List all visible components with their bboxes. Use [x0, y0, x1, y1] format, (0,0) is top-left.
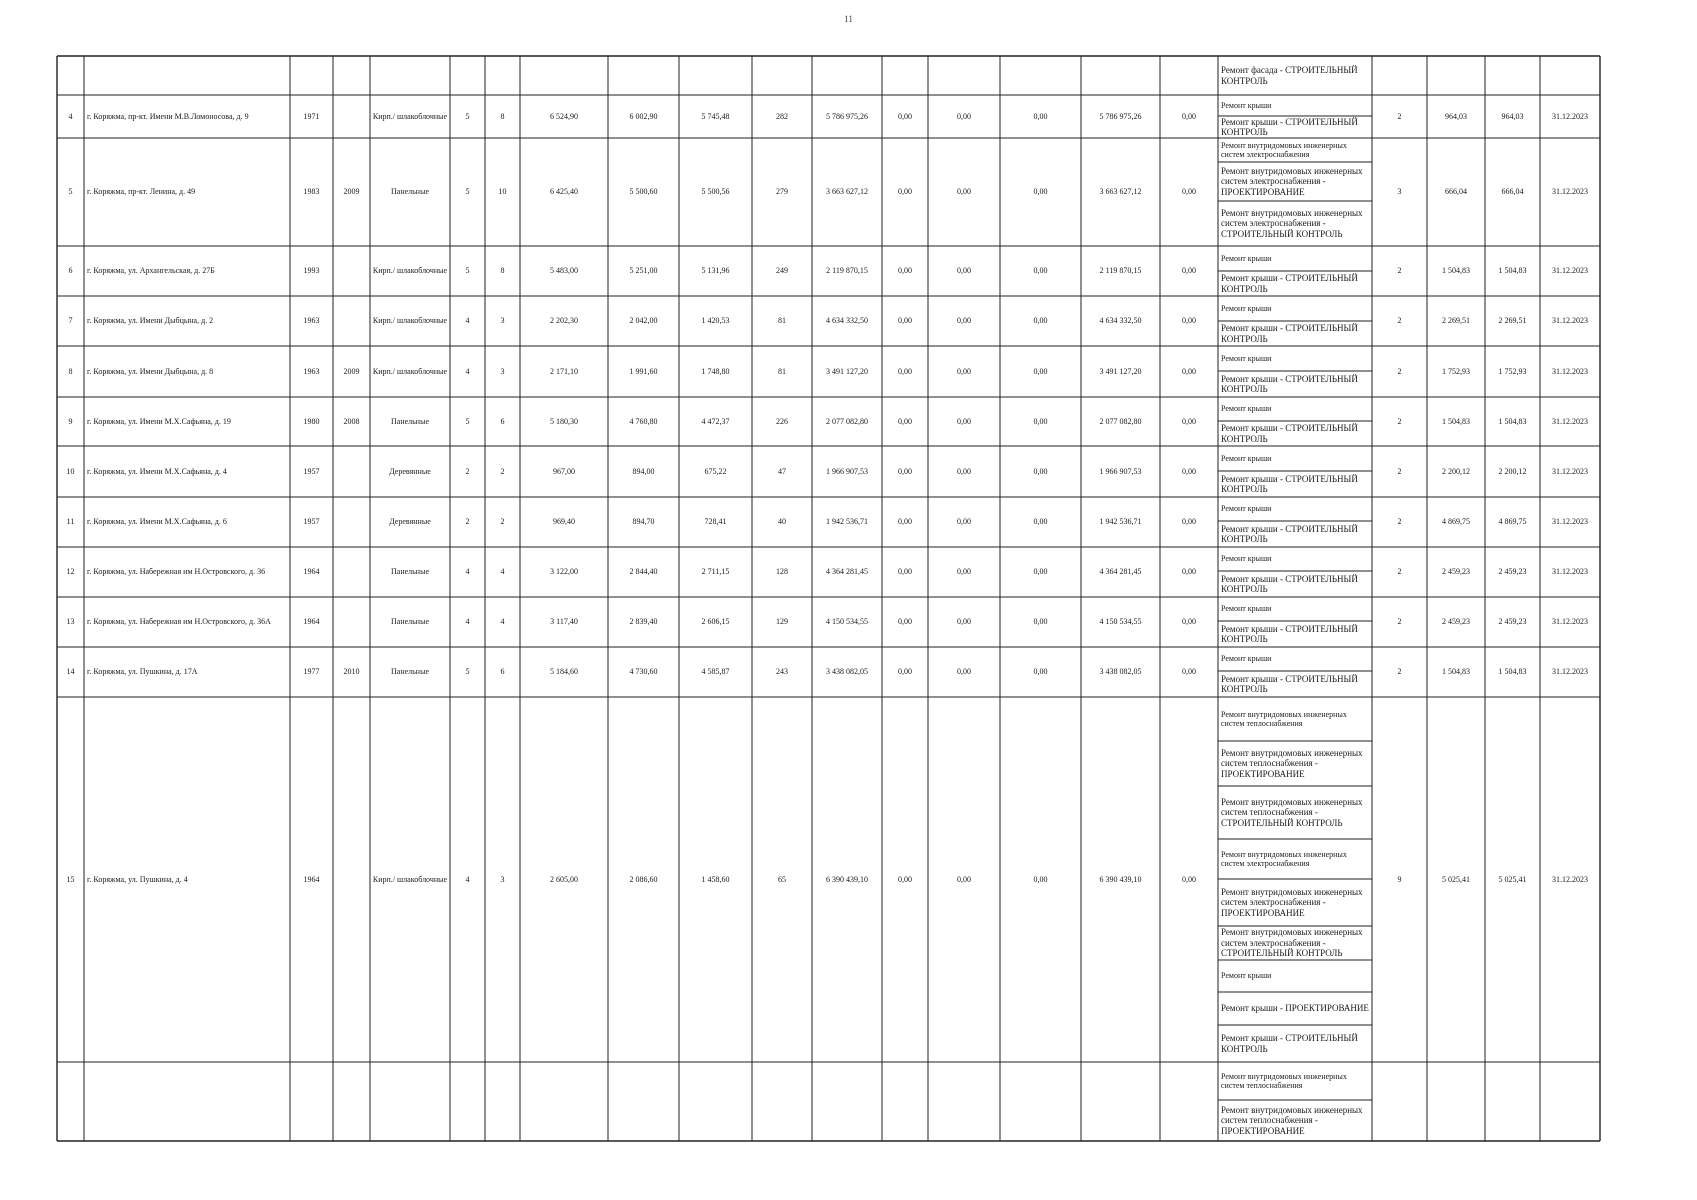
- cell-area_rooms: 5 500,60: [629, 187, 658, 197]
- cell-unit1: 666,04: [1445, 187, 1467, 197]
- cell-count: 2: [1397, 617, 1402, 627]
- cell-year_built: 1964: [303, 567, 320, 577]
- cell-c4: 0,00: [1182, 567, 1196, 577]
- cell-year_built: 1963: [303, 366, 320, 376]
- cell-area_total: 2 605,00: [550, 874, 578, 884]
- cell-c3: 0,00: [1033, 874, 1048, 884]
- cell-c1: 0,00: [898, 874, 912, 884]
- cell-cost: 2 077 082,80: [826, 416, 868, 426]
- cell-address: г. Коряжма, ул. Набережная им Н.Островского, д. 36А: [87, 617, 271, 627]
- cell-entrances: 4: [500, 617, 505, 627]
- cell-floors: 2: [465, 517, 470, 527]
- cell-c4: 0,00: [1182, 111, 1196, 121]
- cell-year_built: 1963: [303, 316, 320, 326]
- cell-area_rooms: 2 839,40: [629, 617, 658, 627]
- cell-year_repair: [333, 597, 370, 647]
- cell-unit1: 1 504,83: [1442, 416, 1470, 426]
- cell-year_built: 1983: [303, 187, 320, 197]
- cell-entrances: 3: [500, 316, 505, 326]
- cell-floors: 4: [465, 366, 470, 376]
- cell-own: 3 491 127,20: [1099, 366, 1142, 376]
- cell-residents: 47: [778, 466, 786, 476]
- cell-year_repair: [333, 547, 370, 597]
- work-item: Ремонт крыши - СТРОИТЕЛЬНЫЙ КОНТРОЛЬ: [1221, 373, 1358, 394]
- work-item: Ремонт крыши - СТРОИТЕЛЬНЫЙ КОНТРОЛЬ: [1221, 473, 1358, 494]
- cell-cost: 1 966 907,53: [826, 466, 868, 476]
- cell-count: 9: [1397, 874, 1402, 884]
- cell-c1: 0,00: [898, 316, 912, 326]
- cell-entrances: 2: [500, 466, 505, 476]
- cell-c4: 0,00: [1182, 366, 1196, 376]
- cell-own: 3 663 627,12: [1099, 187, 1142, 197]
- cell-wall: Кирп./ шлакоблочные: [372, 874, 448, 884]
- cell-c2: 0,00: [957, 111, 971, 121]
- cell-c2: 0,00: [957, 517, 971, 527]
- cell-year_repair: [333, 697, 370, 1062]
- cell-count: 2: [1397, 667, 1402, 677]
- cell-own: 4 150 534,55: [1099, 617, 1142, 627]
- cell-area_living: 1 458,60: [701, 874, 730, 884]
- cell-c3: 0,00: [1033, 266, 1048, 276]
- cell-c3: 0,00: [1033, 567, 1048, 577]
- work-item: Ремонт крыши - СТРОИТЕЛЬНЫЙ КОНТРОЛЬ: [1221, 273, 1358, 294]
- cell-area_total: 2 171,10: [550, 366, 578, 376]
- cell-entrances: 6: [500, 667, 505, 677]
- cell-area_rooms: 1 991,60: [629, 366, 658, 376]
- cell-c2: 0,00: [957, 667, 971, 677]
- cell-own: 1 942 536,71: [1099, 517, 1142, 527]
- cell-c2: 0,00: [957, 416, 971, 426]
- cell-residents: 249: [776, 266, 788, 276]
- cell-year_built: 1964: [303, 874, 320, 884]
- cell-wall: Панельные: [390, 667, 429, 677]
- cell-num: 6: [68, 266, 73, 276]
- cell-unit2: 4 869,75: [1498, 517, 1527, 527]
- cell-num: 11: [66, 517, 75, 527]
- cell-c3: 0,00: [1033, 667, 1048, 677]
- cell-wall: Кирп./ шлакоблочные: [372, 316, 448, 326]
- cell-unit2: 2 200,12: [1498, 466, 1527, 476]
- work-item: Ремонт крыши - СТРОИТЕЛЬНЫЙ КОНТРОЛЬ: [1221, 623, 1358, 644]
- cell-unit1: 1 752,93: [1442, 366, 1470, 376]
- cell-cost: 4 364 281,45: [826, 567, 868, 577]
- cell-area_living: 1 748,80: [701, 366, 730, 376]
- work-item: Ремонт крыши: [1221, 971, 1272, 981]
- cell-residents: 40: [778, 517, 786, 527]
- cell-area_living: 5 500,56: [701, 187, 730, 197]
- cell-year_repair: 2008: [343, 416, 360, 426]
- cell-c3: 0,00: [1033, 187, 1048, 197]
- cell-residents: 226: [776, 416, 788, 426]
- cell-cost: 4 634 332,50: [826, 316, 868, 326]
- cell-cost: 3 491 127,20: [826, 366, 868, 376]
- work-item: Ремонт крыши - СТРОИТЕЛЬНЫЙ КОНТРОЛЬ: [1221, 673, 1358, 694]
- cell-date: 31.12.2023: [1552, 266, 1588, 276]
- cell-floors: 5: [465, 266, 470, 276]
- cell-num: 13: [66, 617, 75, 627]
- cell-area_total: 5 483,00: [550, 266, 578, 276]
- cell-date: 31.12.2023: [1552, 187, 1588, 197]
- cell-floors: 5: [465, 187, 470, 197]
- cell-year_built: 1980: [303, 416, 320, 426]
- cell-area_total: 3 122,00: [550, 567, 578, 577]
- cell-own: 2 077 082,80: [1099, 416, 1142, 426]
- cell-count: 2: [1397, 517, 1402, 527]
- cell-area_total: 969,40: [553, 517, 575, 527]
- cell-year_built: 1971: [303, 111, 320, 121]
- cell-area_total: 5 184,60: [550, 667, 578, 677]
- cell-unit1: 2 269,51: [1442, 316, 1470, 326]
- cell-c4: 0,00: [1182, 874, 1196, 884]
- cell-year_repair: [333, 446, 370, 497]
- cell-residents: 65: [778, 874, 786, 884]
- cell-date: 31.12.2023: [1552, 874, 1588, 884]
- cell-c2: 0,00: [957, 266, 971, 276]
- work-item: Ремонт крыши - СТРОИТЕЛЬНЫЙ КОНТРОЛЬ: [1221, 523, 1358, 544]
- cell-year_repair: [333, 296, 370, 346]
- work-item: Ремонт крыши: [1221, 554, 1272, 564]
- work-item: Ремонт внутридомовых инженерных систем электроснабжения: [1221, 849, 1347, 868]
- cell-num: 4: [68, 111, 73, 121]
- cell-date: 31.12.2023: [1552, 466, 1588, 476]
- work-item: Ремонт внутридомовых инженерных систем электроснабжения - СТРОИТЕЛЬНЫЙ КОНТРОЛЬ: [1221, 207, 1363, 239]
- cell-c1: 0,00: [898, 187, 912, 197]
- cell-count: 2: [1397, 266, 1402, 276]
- cell-c1: 0,00: [898, 517, 912, 527]
- cell-own: 1 966 907,53: [1099, 466, 1142, 476]
- cell-unit1: 2 459,23: [1442, 567, 1470, 577]
- cell-unit1: 1 504,83: [1442, 266, 1470, 276]
- cell-c2: 0,00: [957, 466, 971, 476]
- cell-address: г. Коряжма, ул. Пушкина, д. 4: [87, 874, 188, 884]
- work-item: Ремонт крыши - СТРОИТЕЛЬНЫЙ КОНТРОЛЬ: [1221, 1033, 1358, 1054]
- cell-date: 31.12.2023: [1552, 517, 1588, 527]
- work-item: Ремонт внутридомовых инженерных систем электроснабжения: [1221, 140, 1347, 159]
- cell-entrances: 3: [500, 366, 505, 376]
- cell-c1: 0,00: [898, 466, 912, 476]
- cell-num: 10: [66, 466, 75, 476]
- cell-year_repair: 2009: [343, 187, 360, 197]
- work-item: Ремонт внутридомовых инженерных систем электроснабжения - ПРОЕКТИРОВАНИЕ: [1221, 165, 1363, 197]
- cell-area_living: 2 606,15: [701, 617, 730, 627]
- cell-c4: 0,00: [1182, 416, 1196, 426]
- cell-own: 2 119 870,15: [1099, 266, 1142, 276]
- cell-c4: 0,00: [1182, 316, 1196, 326]
- cell-address: г. Коряжма, ул. Имени М.Х.Сафьяна, д. 4: [87, 466, 227, 476]
- cell-unit1: 5 025,41: [1442, 874, 1470, 884]
- cell-residents: 279: [776, 187, 788, 197]
- cell-cost: 3 663 627,12: [826, 187, 868, 197]
- cell-year_repair: [333, 95, 370, 138]
- cell-date: 31.12.2023: [1552, 416, 1588, 426]
- cell-c4: 0,00: [1182, 517, 1196, 527]
- cell-address: г. Коряжма, ул. Архангельская, д. 27Б: [87, 266, 215, 276]
- cell-entrances: 3: [500, 874, 505, 884]
- cell-c4: 0,00: [1182, 466, 1196, 476]
- cell-entrances: 8: [500, 111, 505, 121]
- cell-area_rooms: 2 042,00: [629, 316, 658, 326]
- cell-area_living: 5 131,96: [701, 266, 730, 276]
- cell-own: 4 364 281,45: [1099, 567, 1142, 577]
- cell-c1: 0,00: [898, 416, 912, 426]
- cell-num: 8: [68, 366, 73, 376]
- work-item: Ремонт фасада - СТРОИТЕЛЬНЫЙ КОНТРОЛЬ: [1221, 65, 1358, 86]
- cell-area_living: 675,22: [704, 466, 727, 476]
- cell-address: г. Коряжма, ул. Имени М.Х.Сафьяна, д. 19: [87, 416, 231, 426]
- cell-year_repair: [333, 246, 370, 296]
- cell-area_total: 2 202,30: [550, 316, 578, 326]
- cell-c3: 0,00: [1033, 517, 1048, 527]
- work-item: Ремонт крыши: [1221, 100, 1272, 110]
- cell-unit2: 964,03: [1501, 111, 1524, 121]
- cell-area_total: 6 524,90: [550, 111, 578, 121]
- cell-area_living: 1 420,53: [701, 316, 730, 326]
- cell-c1: 0,00: [898, 366, 912, 376]
- work-item: Ремонт крыши - СТРОИТЕЛЬНЫЙ КОНТРОЛЬ: [1221, 573, 1358, 594]
- cell-unit1: 964,03: [1445, 111, 1467, 121]
- work-item: Ремонт крыши - СТРОИТЕЛЬНЫЙ КОНТРОЛЬ: [1221, 116, 1358, 137]
- cell-area_living: 5 745,48: [701, 111, 730, 121]
- cell-wall: Кирп./ шлакоблочные: [372, 111, 448, 121]
- cell-c4: 0,00: [1182, 266, 1196, 276]
- cell-c3: 0,00: [1033, 366, 1048, 376]
- cell-cost: 4 150 534,55: [826, 617, 868, 627]
- cell-floors: 5: [465, 111, 470, 121]
- cell-floors: 4: [465, 874, 470, 884]
- cell-c4: 0,00: [1182, 617, 1196, 627]
- cell-num: 15: [66, 874, 75, 884]
- cell-wall: Панельные: [390, 617, 429, 627]
- cell-unit2: 2 459,23: [1498, 617, 1527, 627]
- cell-wall: Панельные: [390, 416, 429, 426]
- page-number: 11: [844, 14, 853, 24]
- cell-residents: 129: [776, 617, 788, 627]
- cell-c2: 0,00: [957, 617, 971, 627]
- cell-address: г. Коряжма, пр-кт. Ленина, д. 49: [87, 187, 196, 197]
- cell-c4: 0,00: [1182, 667, 1196, 677]
- cell-year_built: 1993: [303, 266, 320, 276]
- cell-wall: Кирп./ шлакоблочные: [372, 266, 448, 276]
- cell-wall: Панельные: [390, 567, 429, 577]
- cell-area_rooms: 894,70: [632, 517, 655, 527]
- cell-year_repair: [333, 497, 370, 547]
- cell-date: 31.12.2023: [1552, 111, 1588, 121]
- cell-c2: 0,00: [957, 874, 971, 884]
- work-item: Ремонт внутридомовых инженерных систем теплоснабжения: [1221, 709, 1347, 728]
- cell-wall: Деревянные: [389, 466, 431, 476]
- work-item: Ремонт крыши: [1221, 303, 1272, 313]
- cell-num: 7: [68, 316, 73, 326]
- cell-wall: Панельные: [390, 187, 429, 197]
- cell-count: 3: [1397, 187, 1402, 197]
- cell-address: г. Коряжма, пр-кт. Имени М.В.Ломоносова, д. 9: [87, 111, 249, 121]
- cell-floors: 5: [465, 667, 470, 677]
- cell-own: 4 634 332,50: [1099, 316, 1142, 326]
- cell-unit1: 2 459,23: [1442, 617, 1470, 627]
- cell-date: 31.12.2023: [1552, 366, 1588, 376]
- cell-c2: 0,00: [957, 187, 971, 197]
- cell-num: 9: [68, 416, 73, 426]
- work-item: Ремонт крыши - СТРОИТЕЛЬНЫЙ КОНТРОЛЬ: [1221, 423, 1358, 444]
- cell-entrances: 10: [498, 187, 507, 197]
- cell-area_rooms: 894,00: [632, 466, 655, 476]
- work-item: Ремонт внутридомовых инженерных систем электроснабжения - СТРОИТЕЛЬНЫЙ КОНТРОЛЬ: [1221, 927, 1363, 959]
- cell-area_rooms: 5 251,00: [629, 266, 658, 276]
- cell-floors: 4: [465, 617, 470, 627]
- cell-year_built: 1957: [303, 466, 320, 476]
- cell-cost: 6 390 439,10: [826, 874, 868, 884]
- work-item: Ремонт крыши: [1221, 253, 1272, 263]
- cell-count: 2: [1397, 466, 1402, 476]
- cell-own: 6 390 439,10: [1099, 874, 1142, 884]
- cell-count: 2: [1397, 416, 1402, 426]
- cell-c1: 0,00: [898, 111, 912, 121]
- cell-area_living: 4 472,37: [701, 416, 730, 426]
- cell-c2: 0,00: [957, 567, 971, 577]
- cell-unit2: 666,04: [1501, 187, 1524, 197]
- cell-cost: 3 438 082,05: [826, 667, 868, 677]
- cell-area_rooms: 4 730,60: [629, 667, 658, 677]
- cell-residents: 282: [776, 111, 788, 121]
- cell-entrances: 4: [500, 567, 505, 577]
- cell-area_rooms: 2 086,60: [629, 874, 658, 884]
- cell-c1: 0,00: [898, 667, 912, 677]
- work-item: Ремонт крыши - ПРОЕКТИРОВАНИЕ: [1221, 1003, 1369, 1014]
- cell-count: 2: [1397, 567, 1402, 577]
- cell-floors: 5: [465, 416, 470, 426]
- cell-unit2: 5 025,41: [1498, 874, 1527, 884]
- work-item: Ремонт внутридомовых инженерных систем теплоснабжения - ПРОЕКТИРОВАНИЕ: [1221, 1104, 1363, 1136]
- cell-c3: 0,00: [1033, 416, 1048, 426]
- cell-c1: 0,00: [898, 617, 912, 627]
- cell-area_total: 967,00: [553, 466, 575, 476]
- cell-area_total: 3 117,40: [550, 617, 578, 627]
- cell-own: 3 438 082,05: [1099, 667, 1142, 677]
- cell-year_built: 1977: [303, 667, 320, 677]
- cell-num: 5: [68, 187, 73, 197]
- cell-area_rooms: 2 844,40: [629, 567, 658, 577]
- work-item: Ремонт крыши: [1221, 353, 1272, 363]
- cell-count: 2: [1397, 366, 1402, 376]
- cell-residents: 81: [778, 366, 786, 376]
- work-item: Ремонт крыши: [1221, 654, 1272, 664]
- cell-area_living: 2 711,15: [701, 567, 730, 577]
- cell-unit2: 2 269,51: [1498, 316, 1527, 326]
- cell-area_rooms: 4 760,80: [629, 416, 658, 426]
- work-item: Ремонт крыши: [1221, 453, 1272, 463]
- cell-unit1: 2 200,12: [1442, 466, 1470, 476]
- cell-area_total: 5 180,30: [550, 416, 578, 426]
- cell-cost: 5 786 975,26: [826, 111, 868, 121]
- cell-unit2: 1 752,93: [1498, 366, 1527, 376]
- cell-floors: 4: [465, 316, 470, 326]
- cell-date: 31.12.2023: [1552, 316, 1588, 326]
- cell-year_repair: 2009: [343, 366, 360, 376]
- cell-c3: 0,00: [1033, 466, 1048, 476]
- cell-c2: 0,00: [957, 316, 971, 326]
- cell-wall: Деревянные: [389, 517, 431, 527]
- cell-unit2: 1 504,83: [1498, 416, 1527, 426]
- cell-address: г. Коряжма, ул. Имени Дыбцына, д. 8: [87, 366, 214, 376]
- cell-year_repair: 2010: [343, 667, 360, 677]
- cell-area_total: 6 425,40: [550, 187, 578, 197]
- cell-entrances: 6: [500, 416, 505, 426]
- work-item: Ремонт крыши: [1221, 504, 1272, 514]
- work-item: Ремонт внутридомовых инженерных систем теплоснабжения - СТРОИТЕЛЬНЫЙ КОНТРОЛЬ: [1221, 796, 1363, 828]
- cell-area_living: 4 585,87: [701, 667, 730, 677]
- cell-c1: 0,00: [898, 567, 912, 577]
- cell-residents: 81: [778, 316, 786, 326]
- cell-address: г. Коряжма, ул. Набережная им Н.Островского, д. 36: [87, 567, 266, 577]
- cell-date: 31.12.2023: [1552, 567, 1588, 577]
- cell-entrances: 2: [500, 517, 505, 527]
- cell-count: 2: [1397, 316, 1402, 326]
- cell-unit2: 2 459,23: [1498, 567, 1527, 577]
- cell-num: 12: [66, 567, 75, 577]
- cell-c3: 0,00: [1033, 617, 1048, 627]
- cell-area_rooms: 6 002,90: [629, 111, 658, 121]
- cell-c4: 0,00: [1182, 187, 1196, 197]
- cell-residents: 243: [776, 667, 788, 677]
- cell-floors: 2: [465, 466, 470, 476]
- work-item: Ремонт внутридомовых инженерных систем теплоснабжения - ПРОЕКТИРОВАНИЕ: [1221, 747, 1363, 779]
- cell-date: 31.12.2023: [1552, 617, 1588, 627]
- cell-date: 31.12.2023: [1552, 667, 1588, 677]
- work-item: Ремонт внутридомовых инженерных систем электроснабжения - ПРОЕКТИРОВАНИЕ: [1221, 886, 1363, 918]
- cell-unit1: 1 504,83: [1442, 667, 1470, 677]
- cell-own: 5 786 975,26: [1099, 111, 1142, 121]
- cell-cost: 1 942 536,71: [826, 517, 868, 527]
- cell-year_built: 1957: [303, 517, 320, 527]
- cell-area_living: 728,41: [704, 517, 727, 527]
- cell-residents: 128: [776, 567, 788, 577]
- cell-wall: Кирп./ шлакоблочные: [372, 366, 448, 376]
- cell-c3: 0,00: [1033, 111, 1048, 121]
- cell-unit1: 4 869,75: [1442, 517, 1470, 527]
- cell-address: г. Коряжма, ул. Имени Дыбцына, д. 2: [87, 316, 214, 326]
- cell-count: 2: [1397, 111, 1402, 121]
- cell-unit2: 1 504,83: [1498, 266, 1527, 276]
- work-item: Ремонт крыши: [1221, 404, 1272, 414]
- work-item: Ремонт крыши: [1221, 604, 1272, 614]
- cell-c2: 0,00: [957, 366, 971, 376]
- cell-address: г. Коряжма, ул. Имени М.Х.Сафьяна, д. 6: [87, 517, 227, 527]
- cell-c3: 0,00: [1033, 316, 1048, 326]
- cell-address: г. Коряжма, ул. Пушкина, д. 17А: [87, 667, 198, 677]
- cell-floors: 4: [465, 567, 470, 577]
- cell-cost: 2 119 870,15: [826, 266, 868, 276]
- cell-entrances: 8: [500, 266, 505, 276]
- cell-c1: 0,00: [898, 266, 912, 276]
- work-item: Ремонт внутридомовых инженерных систем теплоснабжения: [1221, 1071, 1347, 1090]
- work-item: Ремонт крыши - СТРОИТЕЛЬНЫЙ КОНТРОЛЬ: [1221, 323, 1358, 344]
- cell-year_built: 1964: [303, 617, 320, 627]
- cell-num: 14: [66, 667, 75, 677]
- cell-unit2: 1 504,83: [1498, 667, 1527, 677]
